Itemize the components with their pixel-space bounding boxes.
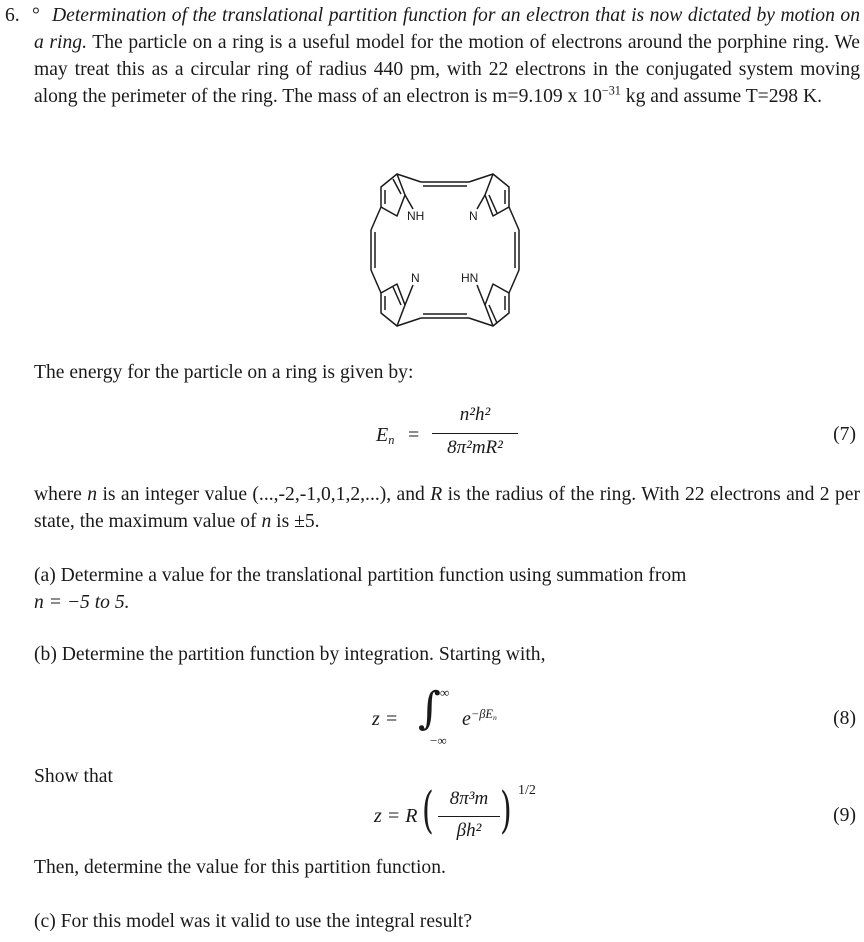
eq9-lhs: z = R: [374, 805, 418, 827]
eq7-equals: =: [408, 424, 420, 446]
eq9-power: 1/2: [518, 783, 536, 798]
problem-intro-tail: kg and assume T=298 K.: [625, 86, 823, 107]
eq9-fraction-bar: [438, 816, 500, 817]
problem-number: 6.: [5, 5, 20, 26]
part-a: (a) Determine a value for the translational partition function using summation from n = −5 to 5.: [34, 565, 687, 613]
left-paren: (: [422, 781, 434, 839]
problem-intro: [5, 2, 860, 110]
eq8-integrand: $e^{-\beta E_n}$: [462, 706, 497, 730]
where-text: where n is an integer value (...,-2,-1,0,1,2,...), and R is the radius of the ring. With 22 electrons and 2 per state, the maximum value of n is ±5.: [34, 484, 860, 532]
eq8-upper-limit: ∞: [440, 685, 450, 700]
eq7-denominator: 8π²mR²: [447, 437, 503, 458]
eq7-lhs: $E_n$: [376, 424, 395, 448]
nh-label-top: NH: [407, 209, 425, 223]
eq8-lower-limit: −∞: [430, 733, 447, 748]
porphine-structure: [355, 160, 535, 340]
energy-intro: The energy for the particle on a ring is given by:: [34, 362, 414, 383]
n-label-top: N: [469, 209, 478, 223]
eq9-denominator: βh²: [456, 820, 482, 841]
integral-sign: ∫: [418, 683, 441, 734]
then-text: Then, determine the value for this partition function.: [34, 857, 446, 878]
problem-title: Determination of the translational partition function for an electron that is now dictated by motion on a ring.: [34, 5, 860, 53]
eq7-numerator: n²h²: [459, 404, 491, 425]
eq7-fraction-bar: [432, 433, 518, 434]
mass-exponent: −31: [601, 83, 621, 98]
eq7-number: (7): [833, 424, 856, 445]
part-b: (b) Determine the partition function by integration. Starting with,: [34, 644, 546, 665]
problem-intro-text: The particle on a ring is a useful model for the motion of electrons around the porphine ring. We may treat this as a circular ring of radius 440 pm, with 22 electrons in the conjugated system moving along the perimeter of the ring. The mass of an electron is m=9.109 x 10: [34, 32, 860, 107]
eq8-number: (8): [833, 708, 856, 729]
bullet-marker: °: [32, 5, 40, 26]
eq9-numerator: 8π³m: [449, 788, 489, 809]
eq8-lhs: z =: [372, 708, 399, 730]
eq9-number: (9): [833, 805, 856, 826]
right-paren: ): [500, 781, 512, 839]
part-c: (c) For this model was it valid to use the integral result?: [34, 911, 473, 932]
n-label-bottom: N: [411, 271, 420, 285]
hn-label-bottom: HN: [461, 271, 479, 285]
show-that: Show that: [34, 766, 113, 787]
